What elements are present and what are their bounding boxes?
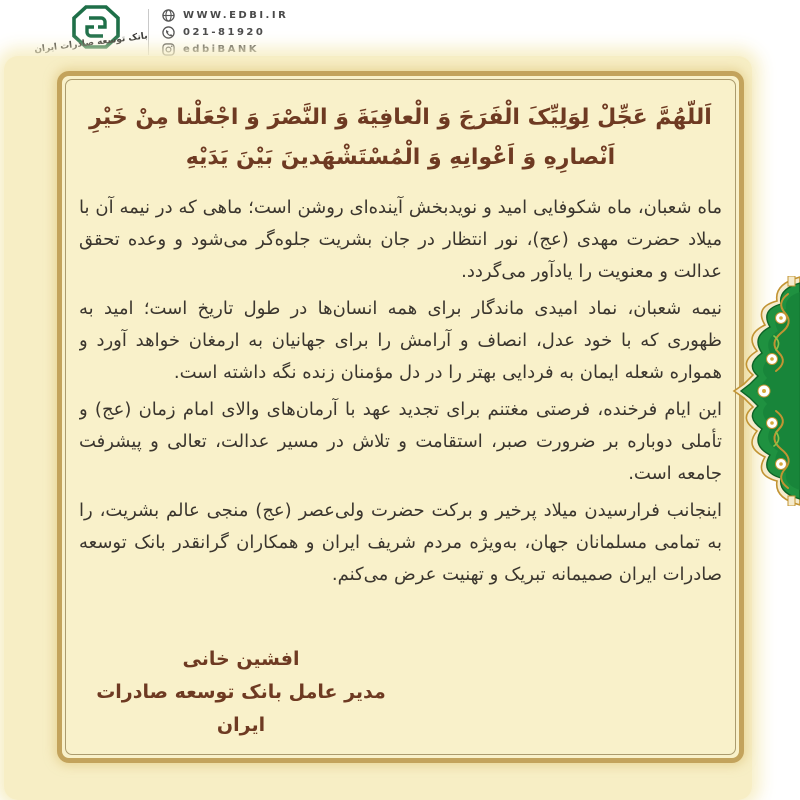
signature-block	[91, 643, 391, 742]
contact-website[interactable]	[162, 7, 288, 24]
globe-icon	[162, 9, 175, 22]
header-bar	[0, 0, 800, 58]
paragraph-3: این ایام فرخنده، فرصتی مغتنم برای تجدید عهد با آرمان‌های والای امام زمان (عج) و تأملی دوباره بر ضرورت صبر، استقامت و تلاش در مسیر عدالت، تعالی و پیشرفت جامعه است.	[79, 399, 722, 484]
prayer-text: اَللّهُمَّ عَجِّلْ لِوَلِیِّکَ الْفَرَجَ وَ الْعافِیَةَ وَ النَّصْرَ وَ اجْعَلْنا مِنْ خَیْرِ اَنْصارِهِ وَ اَعْوانِهِ وَ الْمُسْتَشْهَدینَ بَیْنَ یَدَیْهِ	[89, 105, 712, 170]
instagram-icon	[162, 43, 175, 56]
bank-logo-caption: بانک توسعه صادرات ایران	[33, 31, 149, 56]
paragraph-2: نیمه شعبان، نماد امیدی ماندگار برای همه انسان‌ها در طول تاریخ است؛ امید به ظهوری که با خود عدل، انصاف و آرامش را برای جهانیان به ارمغان خواهد آورد و همواره شعله ایمان به فردایی بهتر را در دل مؤمنان زنده نگه داشته است.	[79, 298, 722, 383]
signature-title: مدیر عامل بانک توسعه صادرات ایران	[96, 681, 386, 736]
instagram-text: edbiBANK	[183, 44, 260, 55]
contact-phone[interactable]	[162, 24, 288, 41]
bank-logo	[70, 4, 140, 58]
header-divider	[148, 9, 149, 55]
paragraph-4: اینجانب فرارسیدن میلاد پرخیر و برکت حضرت ولی‌عصر (عج) منجی عالم بشریت، را به تمامی مسلمانان جهان، به‌ویژه مردم شریف ایران و همکاران گرانقدر بانک توسعه صادرات ایران صمیمانه تبریک و تهنیت عرض می‌کنم.	[79, 500, 722, 585]
card-content	[79, 88, 722, 750]
signature-name: افشین خانی	[182, 648, 300, 670]
website-text: WWW.EDBI.IR	[183, 10, 289, 21]
persian-ornament	[726, 276, 800, 506]
phone-icon	[162, 26, 175, 39]
message-card	[57, 71, 744, 763]
phone-text: 021-81920	[183, 27, 266, 38]
contact-list	[162, 7, 288, 58]
paragraph-1: ماه شعبان، ماه شکوفایی امید و نویدبخش آینده‌ای روشن است؛ ماهی که در نیمه آن با میلاد حضرت مهدی (عج)، نور انتظار در جان بشریت جلوه‌گر می‌شود و وعده تحقق عدالت و معنویت را یادآور می‌گردد.	[79, 197, 722, 282]
